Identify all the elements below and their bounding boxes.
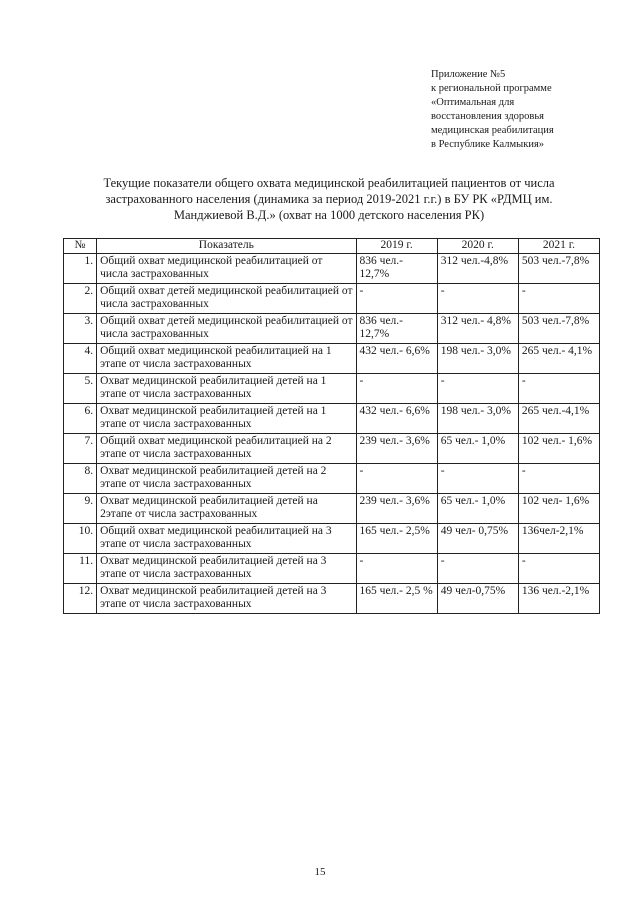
table-row: [64, 313, 600, 343]
appendix-line: восстановления здоровья: [431, 111, 545, 122]
value-2021: 503 чел.-7,8%: [518, 313, 599, 343]
table-row: [64, 343, 600, 373]
header-2019: 2019 г.: [356, 239, 437, 254]
row-number: 5.: [64, 373, 97, 403]
table-row: [64, 493, 600, 523]
value-2021: 136чел-2,1%: [518, 523, 599, 553]
page-number: 15: [314, 866, 326, 878]
row-number: 10.: [64, 523, 97, 553]
row-number: 12.: [64, 583, 97, 613]
value-2019: 836 чел.- 12,7%: [356, 313, 437, 343]
appendix-line: «Оптимальная для: [431, 97, 515, 108]
value-2019: 432 чел.- 6,6%: [356, 403, 437, 433]
row-indicator: Общий охват медицинской реабилитацией на 1 этапе от числа застрахованных: [97, 343, 356, 373]
value-2019: 836 чел.- 12,7%: [356, 253, 437, 283]
appendix-line: Приложение №5: [431, 69, 506, 80]
row-indicator: Общий охват медицинской реабилитацией на 3 этапе от числа застрахованных: [97, 523, 356, 553]
value-2020: 312 чел.- 4,8%: [437, 313, 518, 343]
value-2019: -: [356, 463, 437, 493]
row-indicator: Общий охват медицинской реабилитацией на 2 этапе от числа застрахованных: [97, 433, 356, 463]
row-indicator: Охват медицинской реабилитацией детей на 3 этапе от числа застрахованных: [97, 553, 356, 583]
value-2021: -: [518, 373, 599, 403]
value-2021: 265 чел.-4,1%: [518, 403, 599, 433]
value-2019: 239 чел.- 3,6%: [356, 433, 437, 463]
row-indicator: Охват медицинской реабилитацией детей на 2этапе от числа застрахованных: [97, 493, 356, 523]
value-2020: -: [437, 553, 518, 583]
appendix-line: в Республике Калмыкия»: [431, 139, 545, 150]
value-2021: -: [518, 463, 599, 493]
row-number: 1.: [64, 253, 97, 283]
row-indicator: Охват медицинской реабилитацией детей на 1 этапе от числа застрахованных: [97, 373, 356, 403]
row-number: 9.: [64, 493, 97, 523]
value-2020: 198 чел.- 3,0%: [437, 403, 518, 433]
value-2019: -: [356, 283, 437, 313]
value-2021: -: [518, 283, 599, 313]
table-row: [64, 553, 600, 583]
value-2019: -: [356, 553, 437, 583]
row-number: 11.: [64, 553, 97, 583]
table-row: [64, 283, 600, 313]
header-2020: 2020 г.: [437, 239, 518, 254]
value-2019: 239 чел.- 3,6%: [356, 493, 437, 523]
value-2019: -: [356, 373, 437, 403]
row-number: 3.: [64, 313, 97, 343]
value-2020: 312 чел.-4,8%: [437, 253, 518, 283]
table-header-row: [64, 239, 600, 254]
row-number: 2.: [64, 283, 97, 313]
table-row: [64, 583, 600, 613]
table-row: [64, 463, 600, 493]
table-row: [64, 253, 600, 283]
row-indicator: Охват медицинской реабилитацией детей на 3 этапе от числа застрахованных: [97, 583, 356, 613]
table-row: [64, 523, 600, 553]
value-2021: -: [518, 553, 599, 583]
value-2021: 503 чел.-7,8%: [518, 253, 599, 283]
value-2019: 165 чел.- 2,5 %: [356, 583, 437, 613]
title-line: Текущие показатели общего охвата медицинской реабилитацией пациентов от числа: [103, 176, 555, 190]
value-2020: 65 чел.- 1,0%: [437, 433, 518, 463]
header-num: №: [64, 239, 97, 254]
row-number: 6.: [64, 403, 97, 433]
value-2020: 49 чел- 0,75%: [437, 523, 518, 553]
row-number: 4.: [64, 343, 97, 373]
value-2020: 198 чел.- 3,0%: [437, 343, 518, 373]
indicators-table: [63, 238, 600, 614]
appendix-line: к региональной программе: [431, 83, 552, 94]
table-row: [64, 403, 600, 433]
row-number: 8.: [64, 463, 97, 493]
table-row: [64, 373, 600, 403]
row-indicator: Охват медицинской реабилитацией детей на 2 этапе от числа застрахованных: [97, 463, 356, 493]
appendix-line: медицинская реабилитация: [431, 125, 554, 136]
title-line: застрахованного населения (динамика за период 2019-2021 г.г.) в БУ РК «РДМЦ им.: [105, 192, 553, 206]
value-2020: 65 чел.- 1,0%: [437, 493, 518, 523]
row-number: 7.: [64, 433, 97, 463]
table-row: [64, 433, 600, 463]
value-2020: -: [437, 283, 518, 313]
row-indicator: Охват медицинской реабилитацией детей на 1 этапе от числа застрахованных: [97, 403, 356, 433]
value-2020: -: [437, 373, 518, 403]
value-2020: 49 чел-0,75%: [437, 583, 518, 613]
title-line: Манджиевой В.Д.» (охват на 1000 детского населения РК): [173, 208, 485, 222]
value-2019: 432 чел.- 6,6%: [356, 343, 437, 373]
value-2021: 102 чел.- 1,6%: [518, 433, 599, 463]
value-2019: 165 чел.- 2,5%: [356, 523, 437, 553]
value-2021: 102 чел- 1,6%: [518, 493, 599, 523]
value-2020: -: [437, 463, 518, 493]
document-title: [64, 175, 594, 223]
header-indicator: Показатель: [97, 239, 356, 254]
header-2021: 2021 г.: [518, 239, 599, 254]
value-2021: 136 чел.-2,1%: [518, 583, 599, 613]
row-indicator: Общий охват детей медицинской реабилитацией от числа застрахованных: [97, 283, 356, 313]
value-2021: 265 чел.- 4,1%: [518, 343, 599, 373]
appendix-header: [431, 68, 611, 152]
row-indicator: Общий охват медицинской реабилитацией от числа застрахованных: [97, 253, 356, 283]
row-indicator: Общий охват детей медицинской реабилитацией от числа застрахованных: [97, 313, 356, 343]
